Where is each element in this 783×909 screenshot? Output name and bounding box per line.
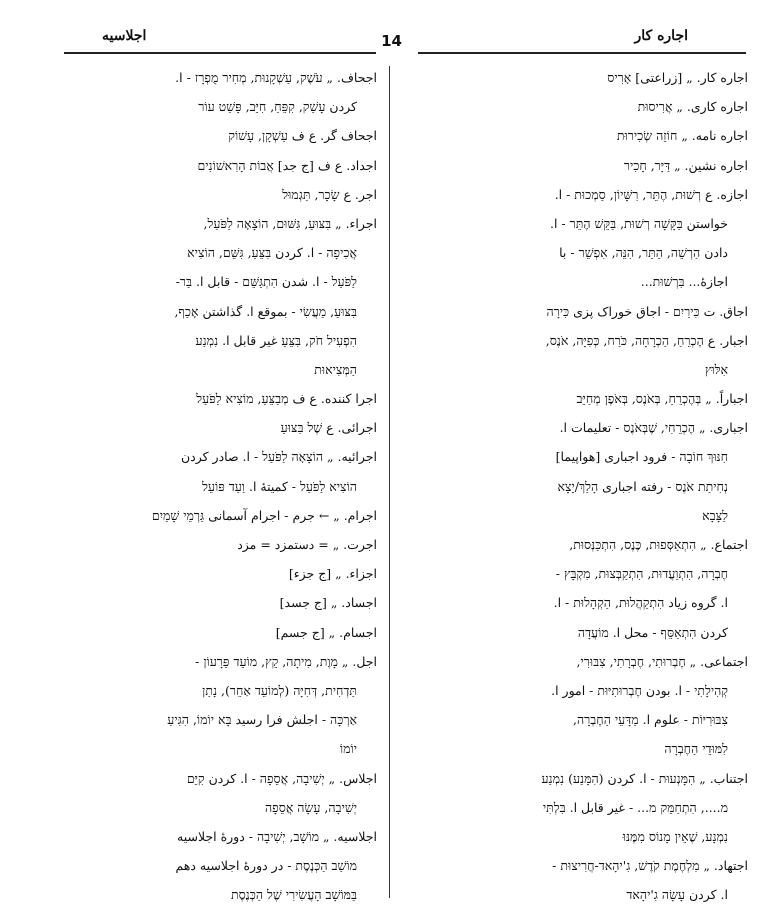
entry-continuation-line: کردن הִתְאַסֵּף - محل ا. מוֹעֲדָה — [577, 624, 728, 640]
entry-line: اجداد. ع ف [ج جد] אֲבוֹת הָרִאשׁוֹנִים — [197, 157, 377, 173]
entry-line: اجراء. „ בִּצּוּעַ, גִּשּׁוּם, הוֹצָאָה לַפֹּעַל, — [203, 215, 377, 231]
entry-line: اجباری. „ הֶכְרֵחִי, שֶׁבְּאֹנֶס - تعلیمات ا. — [559, 420, 748, 436]
column-divider — [389, 66, 390, 898]
left-column — [55, 63, 377, 909]
entry-continuation-line: לַצָּבָא — [702, 507, 728, 523]
entry-line: اجرام. „ ← جرم - اجرام آسمانی גַּרְמֵי שָׁמַיִם — [151, 507, 377, 523]
entry-line: اجرت. „ = دستمزد = مزد — [237, 537, 377, 552]
entry-continuation-line: אֲכִיפָה - ا. کردن בִּצֵּעַ, גִּשֵּׁם, הוֹצִיא — [187, 245, 357, 261]
entry-line: اجلاسیه. „ מוֹשָׁב, יְשִׁיבָה - دورهٔ اجلاسیه — [177, 828, 377, 844]
entry-line: اجرائیه. „ הוֹצָאָה לַפֹּעַל - ا. صادر کردن — [180, 449, 377, 465]
entry-continuation-line: בִּצּוּעַ, מַעֲשִׂי - بموقع ا. گذاشتن אָכַף, — [174, 303, 357, 319]
entry-continuation-line: ا. کردن עָשָׂה גִ'יהָאד — [626, 887, 728, 903]
entry-line: اجتناب. „ הִמָּנְעוּת - ا. کردن (הִמָּנַע) נִמְנַע — [541, 770, 748, 786]
header-guide-word-left: اجلاسیه — [102, 28, 147, 44]
entry-continuation-line: دادن הַרְשֵׁה, הַתֵּר, הִנֵּה, אִפְשֵׁר - با — [559, 245, 728, 261]
entry-continuation-line: הִפְעִיל חֹק, בִּצֵּעַ غیر قابل ا. נִמְנַע — [195, 332, 357, 348]
entry-continuation-line: בַּמּוֹשָׁב הָעֲשִׂירִי שֶׁל הַכְּנֶסֶת — [230, 887, 357, 903]
header-guide-word-right: اجاره کار — [634, 28, 688, 44]
entry-continuation-line: אִלּוּץ — [704, 361, 728, 377]
entry-line: اجر. ع שָׂכָר, תַּגְמוּל — [282, 186, 377, 202]
entry-continuation-line: צִבּוּרִיּוֹת - علوم ا. מַדָּעֵי הַחֶבְרָה, — [572, 712, 728, 728]
entry-line: اجباراً. „ בְּהֶכְרֵחַ, בְּאֹנֶס, בְּאֹפֶן מְחַיֵּב — [576, 391, 748, 407]
entry-line: اجلاس. „ יְשִׁיבָה, אֲסֵפָה - ا. کردن קִיֵּם — [186, 770, 377, 786]
entry-line: اجساد. „ [ج جسد] — [279, 595, 377, 611]
entry-line: اجتماع. „ הִתְאַסְּפוּת, כֶּנֶס, הִתְכַּנְּסוּת, — [569, 537, 748, 552]
entry-line: اجتماعی. „ חֶבְרוּתִי, חֶבְרָתִי, צִבּוּרִי, — [576, 653, 748, 669]
entry-continuation-line: יוֹמוֹ — [339, 741, 357, 757]
entry-continuation-line: יְשִׁיבָה, עָשָׂה אֲסֵפָה — [264, 799, 357, 815]
entry-line: اجرا کننده. ع ف מְבַצֵּעַ, מוֹצִיא לַפֹּעַל — [196, 391, 377, 407]
header-rule-left — [64, 52, 376, 54]
entry-line: اجاق. ت כִּירַיִם - اجاق خوراک پزی כִּירָה — [546, 303, 748, 319]
entry-line: اجتهاد. „ מִלְחֶמֶת קֹדֶשׁ, גִ'יהָאד-חֲרִיצוּת - — [552, 858, 748, 874]
entry-continuation-line: חִנּוּךְ חוֹבָה - فرود اجباری [هواپیما] — [555, 449, 728, 465]
entry-continuation-line: תַּדְחִית, דְּחִיָּה (לְמוֹעֵד אַחֵר), נָתַן — [202, 682, 357, 698]
entry-continuation-line: הַמְּצִיאוּת — [314, 361, 357, 377]
header-rule-right — [418, 52, 746, 54]
entry-continuation-line: נְחִיתַת אֹנֶס - رفته اجباری הָלַךְ/יָצָא — [557, 478, 728, 494]
right-column — [403, 63, 748, 909]
page-number: 14 — [381, 32, 402, 50]
entry-line: اجحاف گر. ع ف עַשְׁקָן, עָשׁוֹק — [228, 128, 377, 144]
entry-line: اجاره نشین. „ דַּיָּר, חָכִיר — [623, 157, 748, 173]
entry-line: اجبار. ع הֶכְרֵחַ, הַכְרָחָה, כֹּרַח, כְּפִיָּה, אֹנֶס, — [545, 332, 748, 348]
entry-line: اجل. „ מָוֶת, מִיתָה, קֵץ, מוֹעֵד פֵּרָעוֹן - — [195, 653, 377, 669]
entry-line: اجرائی. ع שֶׁל בִּצּוּעַ — [280, 420, 377, 436]
entry-continuation-line: מוֹשַׁב הַכְּנֶסֶת - در دورهٔ اجلاسیه دهم — [175, 858, 357, 874]
entry-line: اجازه. ع רְשׁוּת, הֶתֵּר, רִשָּׁיוֹן, סַמְכוּת - ا. — [554, 186, 748, 202]
entry-line: اجسام. „ [ج جسم] — [275, 624, 377, 640]
entry-continuation-line: לִמּוּדֵי הַחֶבְרָה — [664, 741, 728, 757]
entry-continuation-line: הוֹצִיא לַפֹּעַל - کمیتهٔ ا. וַעַד פּוֹעֵל — [202, 478, 357, 494]
entry-line: اجاره نامه. „ חוֹזֵה שְׂכִירוּת — [616, 128, 748, 144]
entry-continuation-line: کردن עָשַׁק, קִפֵּחַ, חִיֵּב, פָּשַׁט עוֹר — [198, 99, 357, 115]
entry-line: اجاره کار. „ [زراعتی] אָרִיס — [607, 70, 748, 85]
entry-continuation-line: חֶבְרָה, הִתְוַעֲדוּת, הִתְקַבְּצוּת, מִקְבָּץ - — [555, 566, 728, 582]
entry-continuation-line: נִמְנָע, שֶׁאֵין מָנוֹס מִמֶּנּוּ — [622, 828, 728, 844]
entry-line: اجزاء. „ [ج جزء] — [288, 566, 377, 582]
entry-continuation-line: מ...., הִתְחַמֵּק מ... - غیر قابل ا. בִּלְתִּי — [542, 799, 728, 815]
entry-continuation-line: ا. گروه زیاد הִתְקַהֲלוּת, הַקְהָלוּת - ا. — [553, 595, 728, 611]
entry-continuation-line: اجازهٔ... בִּרְשׁוּת... — [640, 274, 728, 290]
entry-line: اجحاف. „ עֹשֶׁק, עַשְׁקָנוּת, מְחִיר מֻפְרָז - ا. — [175, 70, 377, 85]
entry-continuation-line: خواستن בַּקָּשָׁה רְשׁוּת, בַּקֵּשׁ הֶתֵּר - ا. — [550, 215, 728, 231]
entry-continuation-line: לַפֹּעַל - ا. شدن הִתְגַּשֵּׁם - قابل ا. בַּר- — [175, 274, 357, 290]
entry-continuation-line: אַרְכָּה - اجلش فرا رسید בָּא יוֹמוֹ, הִגִּיעַ — [167, 712, 357, 728]
entry-line: اجاره کاری. „ אֲרִיסוּת — [637, 99, 748, 115]
entry-continuation-line: קְהִילָתִי - ا. بودن חֶבְרוּתִיּוּת - امور ا. — [551, 682, 728, 698]
